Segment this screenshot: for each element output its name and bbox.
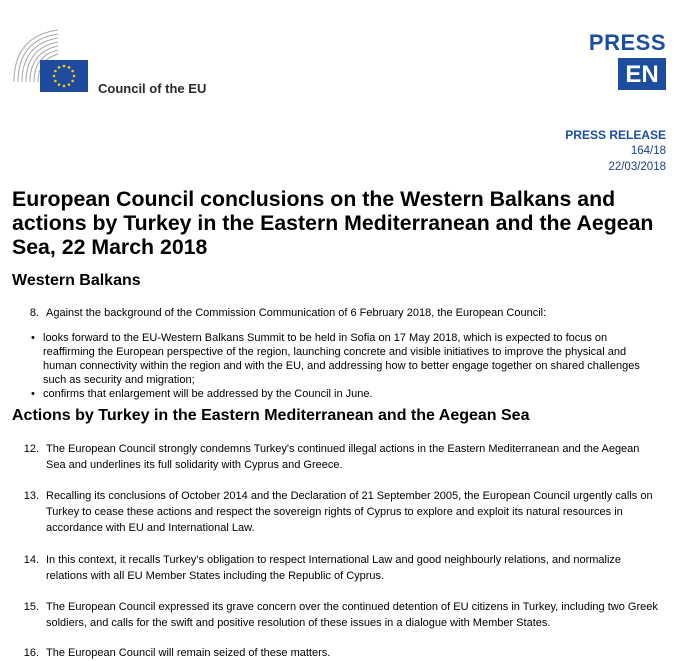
flag-star	[68, 66, 71, 69]
bullet-item: • confirms that enlargement will be addressed by the Council in June.	[30, 387, 660, 401]
paragraph-number: 13.	[23, 490, 39, 502]
council-logo	[10, 22, 102, 100]
bullet-item: • looks forward to the EU-Western Balkans Summit to be held in Sofia on 17 May 2018, which is expected to focus on reaffirming the European perspective of the region, launching concrete and visible initiatives to improve the physical and human connectivity within the region and with the EU, and addressing how to better engage together on shared challenges such as security and migration;	[30, 331, 660, 387]
flag-star	[54, 70, 57, 73]
flag-star	[68, 83, 71, 86]
flag-star	[53, 75, 56, 78]
release-info	[565, 127, 666, 175]
flag-star	[58, 66, 61, 69]
paragraph-text: The European Council strongly condemns Turkey's continued illegal actions in the Eastern Mediterranean and the Aegean Sea and underlines its full solidarity with Cyprus and Greece.	[46, 443, 640, 471]
paragraph-text: Recalling its conclusions of October 2014 and the Declaration of 21 September 2005, the European Council urgently calls on Turkey to cease these actions and respect the sovereign rights of Cyprus to explore and exploit its natural resources in accordance with EU and International Law.	[46, 490, 653, 534]
numbered-paragraph	[22, 552, 662, 584]
bullet-list	[30, 331, 660, 401]
release-number: 164/18	[630, 145, 666, 157]
page-title: European Council conclusions on the Western Balkans and actions by Turkey in the Eastern Mediterranean and the Aegean Sea, 22 March 2018	[12, 187, 654, 259]
flag-star	[58, 83, 61, 86]
flag-star	[54, 80, 57, 83]
flag-star	[71, 70, 74, 73]
section-heading-western-balkans: Western Balkans	[12, 272, 141, 289]
paragraph-number: 12.	[23, 443, 39, 455]
numbered-paragraph	[22, 305, 662, 321]
paragraph-number: 16.	[23, 647, 39, 659]
press-label: PRESS	[588, 30, 666, 55]
paragraph-number: 14.	[23, 554, 39, 566]
paragraph-text: In this context, it recalls Turkey's obligation to respect International Law and good neighbourly relations, and normalize relations with all EU Member States including the Republic of Cyprus.	[46, 554, 622, 582]
numbered-paragraph	[22, 599, 662, 631]
release-label: PRESS RELEASE	[565, 128, 666, 142]
flag-star	[63, 85, 66, 88]
numbered-paragraph	[22, 488, 662, 536]
paragraph-number: 8.	[29, 307, 39, 319]
org-name: Council of the EU	[98, 81, 207, 96]
flag-star	[63, 65, 66, 68]
flag-star	[73, 75, 76, 78]
language-badge: EN	[618, 58, 666, 90]
flag-star	[71, 80, 74, 83]
paragraph-text: The European Council will remain seized of these matters.	[46, 647, 331, 659]
paragraph-number: 15.	[23, 601, 39, 613]
section-heading-turkey-actions: Actions by Turkey in the Eastern Mediterranean and the Aegean Sea	[12, 407, 530, 424]
paragraph-text: The European Council expressed its grave concern over the continued detention of EU citizens in Turkey, including two Greek soldiers, and calls for the swift and positive resolution of these issues in a dialogue with Member States.	[46, 601, 658, 629]
numbered-paragraph	[22, 441, 662, 473]
numbered-paragraph	[22, 645, 662, 661]
paragraph-text: Against the background of the Commission Communication of 6 February 2018, the European Council:	[46, 307, 547, 319]
release-date: 22/03/2018	[608, 161, 666, 173]
